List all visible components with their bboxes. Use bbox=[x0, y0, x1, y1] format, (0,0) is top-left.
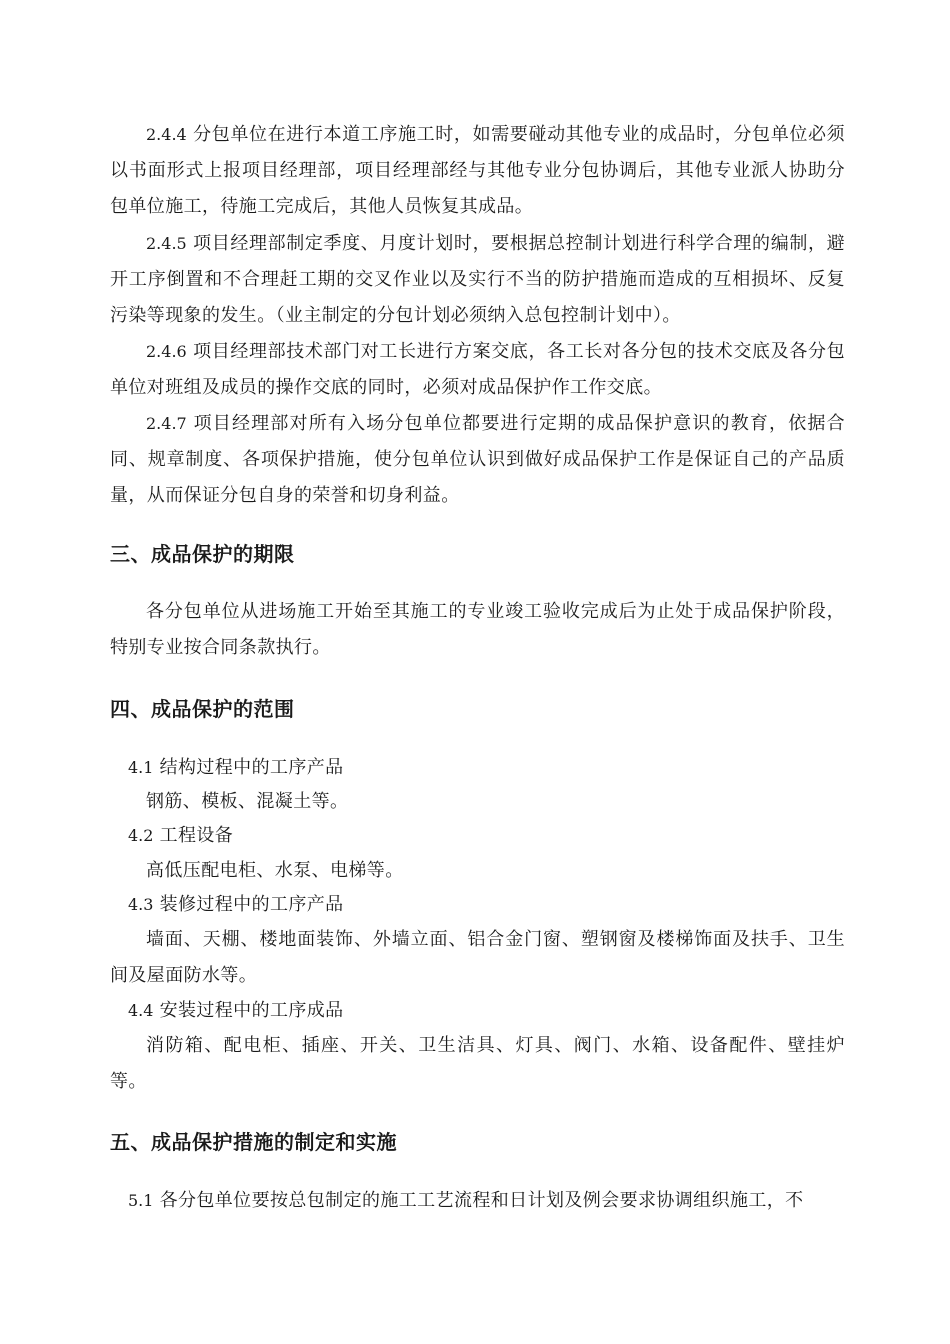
paragraph-2-4-7 bbox=[110, 406, 845, 514]
item-4-4-desc: 消防箱、配电柜、插座、开关、卫生洁具、灯具、阀门、水箱、设备配件、壁挂炉等。 bbox=[110, 1035, 845, 1092]
clause-number: 2.4.6 bbox=[146, 342, 187, 361]
paragraph-2-4-4 bbox=[110, 117, 845, 225]
item-number: 5.1 bbox=[128, 1191, 154, 1210]
item-4-4-title bbox=[128, 994, 344, 1028]
item-title: 结构过程中的工序产品 bbox=[153, 757, 344, 778]
item-4-3-title bbox=[128, 888, 344, 922]
clause-text: 项目经理部对所有入场分包单位都要进行定期的成品保护意识的教育，依据合同、规章制度、各项保护措施，使分包单位认识到做好成品保护工作是保证自己的产品质量，从而保证分包自身的荣誉和切身利益。 bbox=[110, 413, 845, 506]
clause-number: 2.4.5 bbox=[146, 234, 187, 253]
clause-number: 2.4.7 bbox=[146, 414, 187, 433]
section-heading-4: 四、成品保护的范围 bbox=[110, 697, 295, 721]
item-4-3-desc: 墙面、天棚、楼地面装饰、外墙立面、铝合金门窗、塑钢窗及楼梯饰面及扶手、卫生间及屋面防水等。 bbox=[110, 929, 845, 986]
clause-text: 分包单位在进行本道工序施工时，如需要碰动其他专业的成品时，分包单位必须以书面形式上报项目经理部，项目经理部经与其他专业分包协调后，其他专业派人协助分包单位施工，待施工完成后，其他人员恢复其成品。 bbox=[110, 124, 845, 217]
item-title: 安装过程中的工序成品 bbox=[153, 1000, 344, 1021]
clause-text: 项目经理部技术部门对工长进行方案交底，各工长对各分包的技术交底及各分包单位对班组及成员的操作交底的同时，必须对成品保护作工作交底。 bbox=[110, 341, 845, 398]
item-number: 4.3 bbox=[128, 895, 154, 914]
item-4-1-title bbox=[128, 751, 344, 785]
section-heading-3: 三、成品保护的期限 bbox=[110, 542, 295, 566]
item-number: 4.2 bbox=[128, 826, 154, 845]
item-4-2-title bbox=[128, 819, 233, 853]
item-title: 装修过程中的工序产品 bbox=[153, 894, 344, 915]
section-heading-5: 五、成品保护措施的制定和实施 bbox=[110, 1130, 397, 1154]
paragraph-5-1 bbox=[128, 1184, 845, 1218]
paragraph-3: 各分包单位从进场施工开始至其施工的专业竣工验收完成后为止处于成品保护阶段，特别专业按合同条款执行。 bbox=[110, 601, 845, 658]
clause-text: 项目经理部制定季度、月度计划时，要根据总控制计划进行科学合理的编制，避开工序倒置和不合理赶工期的交叉作业以及实行不当的防护措施而造成的互相损坏、反复污染等现象的发生。（业主制定的分包计划必须纳入总包控制计划中）。 bbox=[110, 233, 845, 326]
item-title: 工程设备 bbox=[153, 825, 234, 846]
item-4-1-desc: 钢筋、模板、混凝土等。 bbox=[146, 791, 349, 812]
paragraph-2-4-5 bbox=[110, 226, 845, 334]
item-number: 4.4 bbox=[128, 1001, 154, 1020]
clause-number: 2.4.4 bbox=[146, 125, 187, 144]
clause-text: 各分包单位要按总包制定的施工工艺流程和日计划及例会要求协调组织施工，不 bbox=[153, 1190, 804, 1211]
item-number: 4.1 bbox=[128, 758, 154, 777]
item-4-2-desc: 高低压配电柜、水泵、电梯等。 bbox=[146, 860, 404, 881]
paragraph-2-4-6 bbox=[110, 334, 845, 406]
